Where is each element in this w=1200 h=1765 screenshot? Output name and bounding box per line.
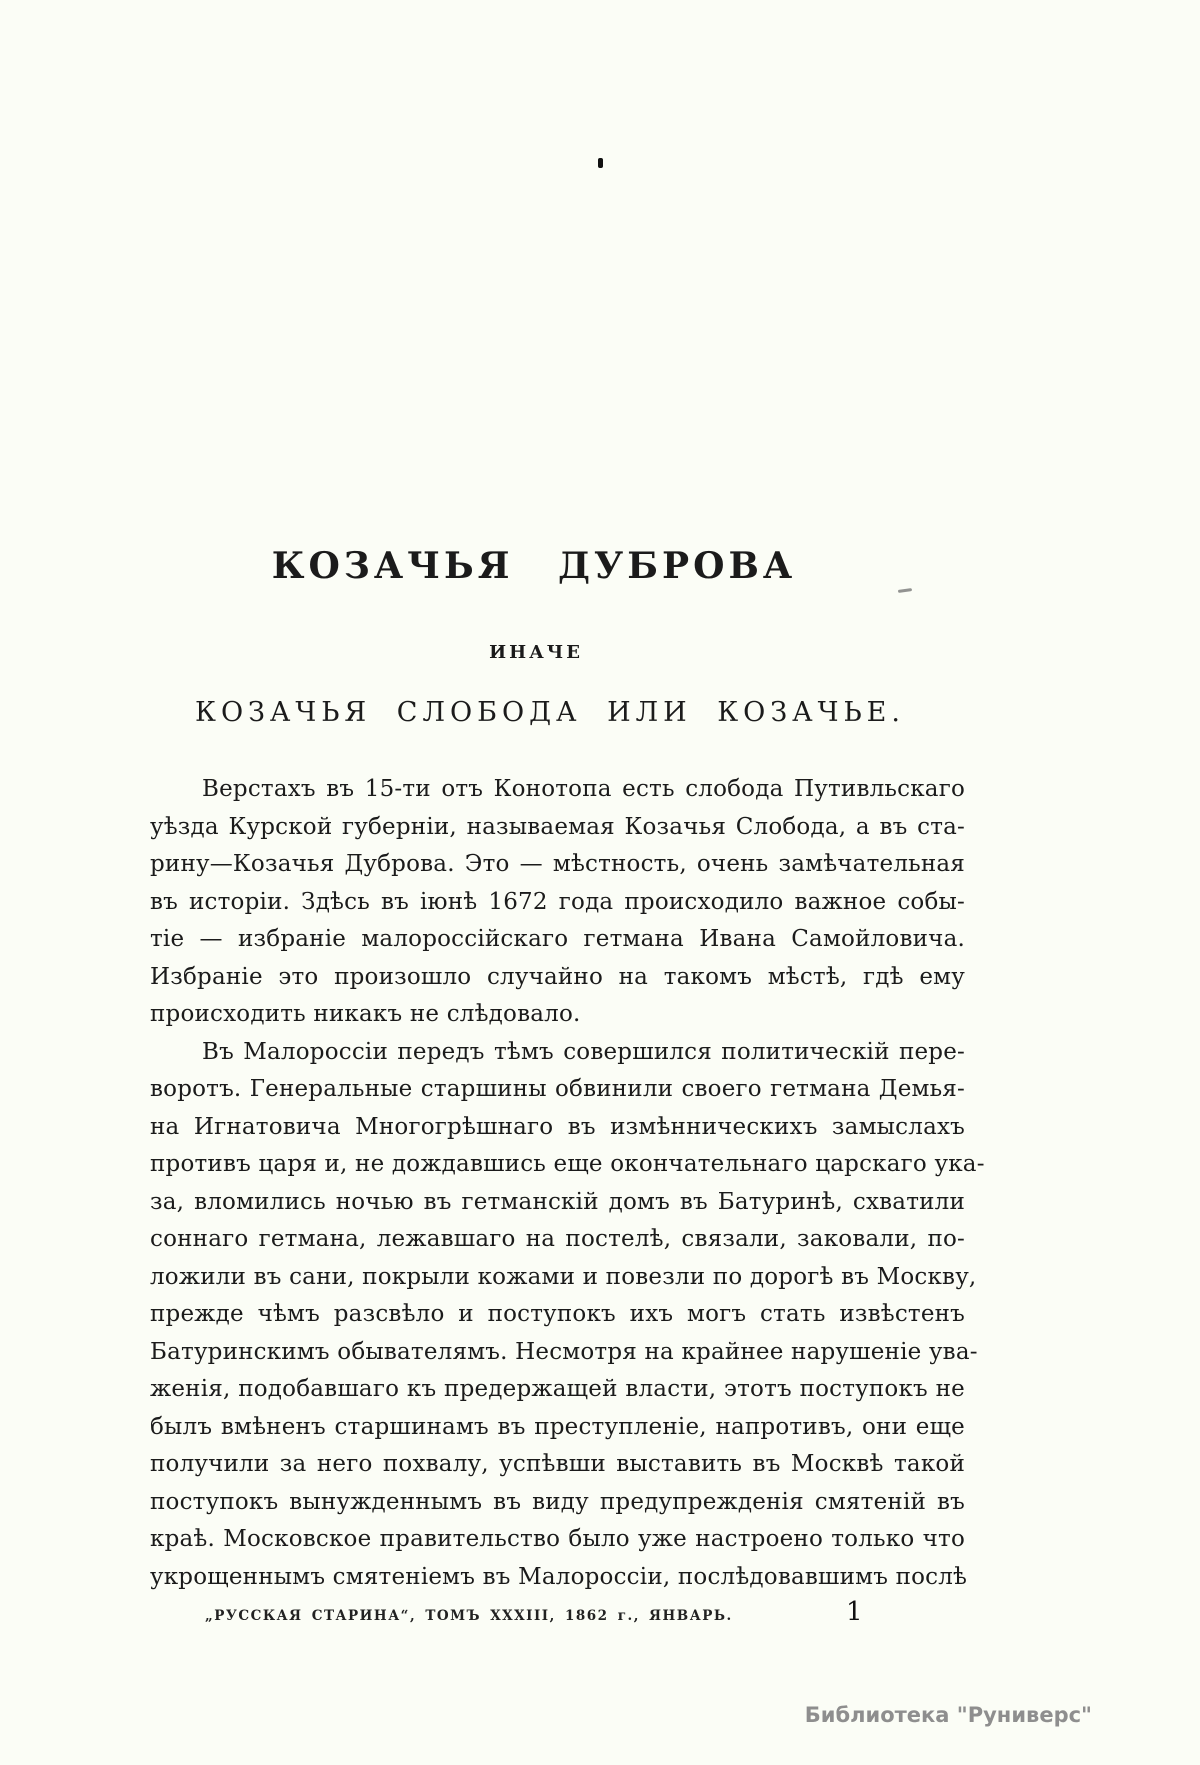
text-line: укрощеннымъ смятеніемъ въ Малороссіи, послѣдовавшимъ послѣ: [150, 1563, 968, 1590]
text-line: тіе — избраніе малороссійскаго гетмана Ивана Самойловича.: [150, 926, 965, 952]
text-line: Батуринскимъ обывателямъ. Несмотря на крайнее нарушеніе ува-: [150, 1338, 978, 1365]
text-line: женія, подобавшаго къ предержащей власти, этотъ поступокъ не: [150, 1376, 965, 1402]
text-line: соннаго гетмана, лежавшаго на постелѣ, связали, заковали, по-: [150, 1226, 965, 1252]
text-line: происходить никакъ не слѣдовало.: [150, 1001, 581, 1027]
text-line: за, вломились ночью въ гетманскій домъ въ Батуринѣ, схватили: [150, 1188, 965, 1215]
text-line: уѣзда Курской губерніи, называемая Козачья Слобода, а въ ста-: [150, 813, 965, 840]
page-subtitle: ИНАЧЕ: [489, 642, 583, 663]
text-line: рину—Козачья Дуброва. Это — мѣстность, очень замѣчательная: [150, 851, 965, 877]
text-line: краѣ. Московское правительство было уже настроено только что: [150, 1526, 965, 1552]
text-line: въ исторіи. Здѣсь въ іюнѣ 1672 года происходило важное собы-: [150, 888, 965, 915]
text-line: Въ Малороссіи передъ тѣмъ совершился политическій пере-: [202, 1038, 965, 1065]
journal-citation: „РУССКАЯ СТАРИНА“, ТОМЪ XXXIII, 1862 г., ЯНВАРЬ.: [205, 1608, 733, 1624]
page-secondary-title: КОЗАЧЬЯ СЛОБОДА ИЛИ КОЗАЧЬЕ.: [195, 697, 905, 728]
text-line: получили за него похвалу, успѣвши выставить въ Москвѣ такой: [150, 1451, 965, 1477]
page-title: КОЗАЧЬЯ ДУБРОВА: [271, 545, 797, 587]
library-watermark: Библиотека "Руниверс": [804, 1703, 1092, 1727]
text-line: ложили въ сани, покрыли кожами и повезли по дорогѣ въ Москву,: [150, 1263, 977, 1290]
text-line: на Игнатовича Многогрѣшнаго въ измѣнническихъ замыслахъ: [150, 1113, 965, 1140]
text-line: былъ вмѣненъ старшинамъ въ преступленіе, напротивъ, они еще: [150, 1413, 965, 1440]
body-text-column: [150, 771, 985, 1596]
page-number: 1: [846, 1597, 863, 1627]
text-line: поступокъ вынужденнымъ въ виду предупрежденія смятеній въ: [150, 1488, 965, 1515]
text-line: противъ царя и, не дождавшись еще окончательнаго царскаго ука-: [150, 1151, 985, 1177]
text-line: прежде чѣмъ разсвѣло и поступокъ ихъ могъ стать извѣстенъ: [150, 1301, 965, 1327]
text-line: воротъ. Генеральные старшины обвинили своего гетмана Демья-: [150, 1076, 965, 1102]
ink-speck-right-margin: [898, 588, 912, 593]
text-line: Избраніе это произошло случайно на такомъ мѣстѣ, гдѣ ему: [150, 963, 965, 990]
text-line: Верстахъ въ 15-ти отъ Конотопа есть слобода Путивльскаго: [202, 776, 965, 802]
ink-speck-top: [598, 158, 603, 168]
